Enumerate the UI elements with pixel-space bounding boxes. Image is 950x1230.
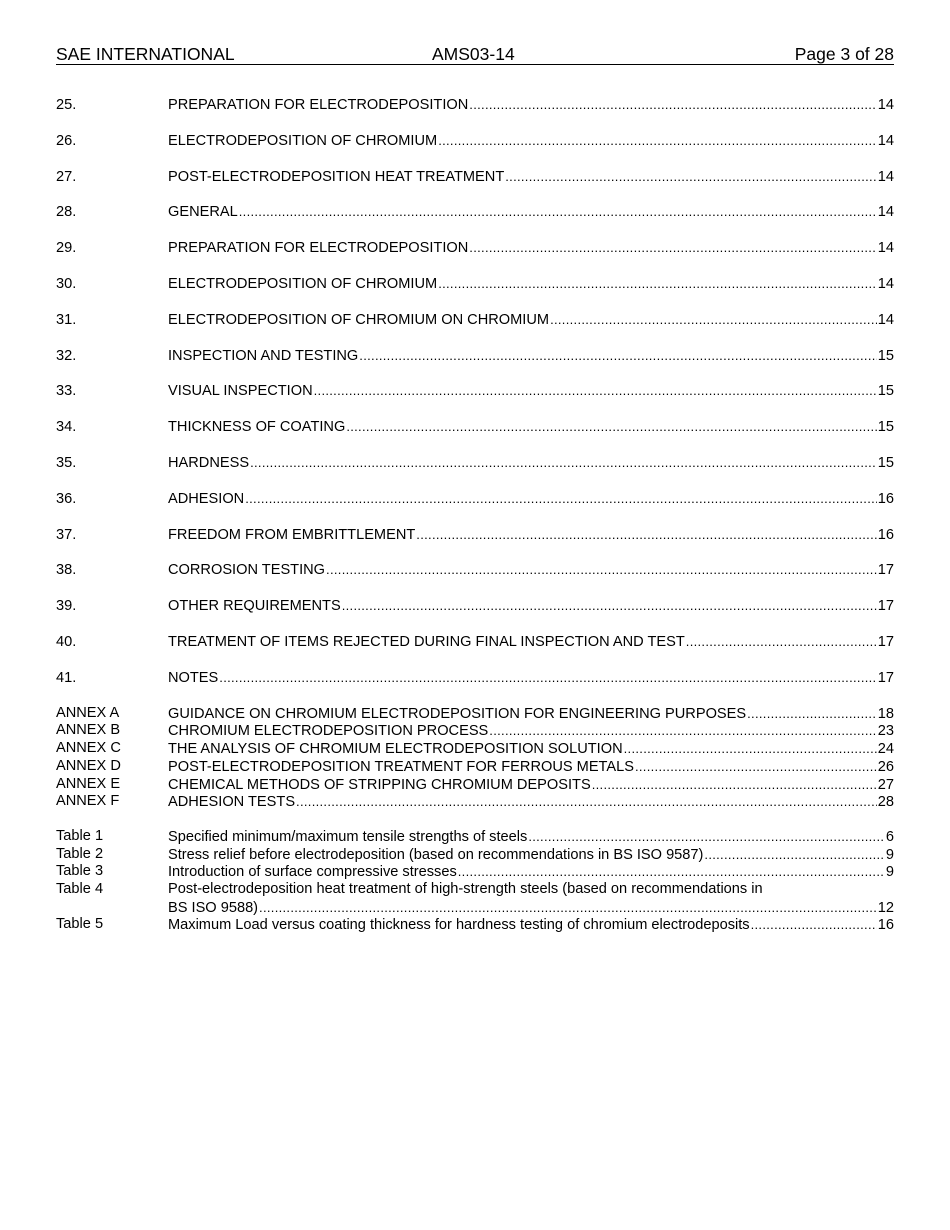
toc-entry-title: HARDNESS: [168, 454, 250, 471]
header-organization: SAE INTERNATIONAL: [56, 44, 235, 64]
toc-entry-page: 14: [877, 168, 894, 185]
toc-entry-title: ADHESION TESTS: [168, 794, 296, 811]
toc-entry-title: ELECTRODEPOSITION OF CHROMIUM: [168, 132, 438, 149]
toc-table-2[interactable]: [56, 846, 894, 864]
toc-entry-page: 17: [877, 669, 894, 686]
toc-entry-number: Table 3: [56, 863, 104, 880]
toc-entry-number: 31.: [56, 311, 77, 328]
toc-entry-number: Table 4: [56, 880, 104, 897]
toc-annex-a[interactable]: [56, 705, 894, 723]
toc-entry-page: 15: [877, 383, 894, 400]
toc-entry-36[interactable]: [56, 489, 894, 525]
dot-leader: [528, 828, 885, 846]
dot-leader: [245, 489, 877, 509]
dot-leader: [704, 846, 884, 864]
toc-entry-title: GENERAL: [168, 204, 238, 221]
toc-annex-f[interactable]: [56, 793, 894, 811]
toc-entry-title: THE ANALYSIS OF CHROMIUM ELECTRODEPOSITION SOLUTION: [168, 741, 623, 758]
toc-entry-page: 9: [885, 864, 894, 881]
toc-entry-page: 14: [877, 132, 894, 149]
toc-entry-number: ANNEX F: [56, 793, 120, 810]
header-document-id: AMS03-14: [432, 44, 515, 64]
toc-table-1[interactable]: [56, 828, 894, 846]
toc-entry-30[interactable]: [56, 274, 894, 310]
dot-leader: [250, 453, 877, 473]
toc-entry-title: POST-ELECTRODEPOSITION TREATMENT FOR FERROUS METALS: [168, 758, 634, 775]
toc-entry-page: 26: [877, 758, 894, 775]
toc-entry-page: 15: [877, 419, 894, 436]
dot-leader: [359, 346, 876, 366]
toc-entry-number: 32.: [56, 347, 77, 364]
toc-table-3[interactable]: [56, 863, 894, 881]
toc-entry-page: 12: [877, 899, 894, 916]
toc-entry-number: 30.: [56, 275, 77, 292]
toc-entry-page: 14: [877, 240, 894, 257]
toc-entry-number: 28.: [56, 204, 77, 221]
toc-entry-41[interactable]: [56, 668, 894, 688]
toc-entry-39[interactable]: [56, 596, 894, 632]
toc-entry-title: INSPECTION AND TESTING: [168, 347, 359, 364]
toc-entry-title: PREPARATION FOR ELECTRODEPOSITION: [168, 97, 469, 113]
toc-entry-number: 26.: [56, 132, 77, 149]
toc-entry-title: VISUAL INSPECTION: [168, 383, 313, 400]
dot-leader: [314, 381, 877, 401]
toc-annex-d[interactable]: [56, 758, 894, 776]
toc-entry-28[interactable]: [56, 202, 894, 238]
toc-annex-e[interactable]: [56, 776, 894, 794]
toc-entry-number: ANNEX C: [56, 740, 121, 757]
toc-entry-page: 16: [877, 490, 894, 507]
dot-leader: [624, 740, 877, 758]
dot-leader: [346, 417, 876, 437]
toc-entry-page: 16: [877, 526, 894, 543]
toc-entry-title: Maximum Load versus coating thickness for hardness testing of chromium electrodeposits: [168, 917, 750, 934]
toc-entry-page: 14: [877, 97, 894, 113]
toc-entry-number: 37.: [56, 526, 77, 543]
toc-entry-40[interactable]: [56, 632, 894, 668]
toc-entry-page: 14: [877, 311, 894, 328]
dot-leader: [469, 95, 876, 115]
toc-entry-page: 15: [877, 347, 894, 364]
toc-entry-title: ELECTRODEPOSITION OF CHROMIUM ON CHROMIUM: [168, 311, 550, 328]
dot-leader: [747, 705, 877, 723]
toc-entry-33[interactable]: [56, 381, 894, 417]
toc-entry-number: 25.: [56, 97, 77, 113]
toc-entry-number: ANNEX D: [56, 757, 121, 774]
toc-entry-number: 41.: [56, 669, 77, 686]
toc-entry-title: OTHER REQUIREMENTS: [168, 598, 341, 615]
toc-entry-page: 9: [885, 846, 894, 863]
toc-entry-number: 33.: [56, 383, 77, 400]
toc-entry-page: 17: [877, 562, 894, 579]
toc-entry-title: THICKNESS OF COATING: [168, 419, 346, 436]
dot-leader: [751, 916, 877, 934]
dot-leader: [469, 238, 876, 258]
toc-annex-b[interactable]: [56, 722, 894, 740]
page-header: [56, 44, 894, 65]
toc-entry-page: 6: [885, 828, 894, 845]
toc-entry-page: 28: [877, 794, 894, 811]
dot-leader: [438, 274, 877, 294]
toc-entry-number: 39.: [56, 598, 77, 615]
dot-leader: [239, 202, 877, 222]
toc-entry-27[interactable]: [56, 167, 894, 203]
toc-entry-page: 17: [877, 598, 894, 615]
dot-leader: [438, 131, 877, 151]
toc-entry-title: ELECTRODEPOSITION OF CHROMIUM: [168, 275, 438, 292]
toc-entry-number: 29.: [56, 240, 77, 257]
toc-entry-35[interactable]: [56, 453, 894, 489]
toc-entry-page: 23: [877, 723, 894, 740]
toc-entry-page: 14: [877, 275, 894, 292]
toc-entry-page: 18: [877, 705, 894, 722]
dot-leader: [458, 863, 885, 881]
toc-entry-page: 17: [877, 633, 894, 650]
toc-entry-32[interactable]: [56, 346, 894, 382]
toc-entry-number: ANNEX B: [56, 722, 121, 739]
toc-entry-title: CORROSION TESTING: [168, 562, 326, 579]
toc-entry-title: Specified minimum/maximum tensile strengths of steels: [168, 828, 528, 845]
toc-entry-page: 14: [877, 204, 894, 221]
toc-entry-page: 15: [877, 454, 894, 471]
toc-entry-title: CHROMIUM ELECTRODEPOSITION PROCESS: [168, 723, 489, 740]
toc-entry-37[interactable]: [56, 525, 894, 561]
toc-entry-page: 27: [877, 776, 894, 793]
dot-leader: [259, 899, 877, 917]
dot-leader: [296, 793, 877, 811]
dot-leader: [342, 596, 877, 616]
toc-entry-page: 16: [877, 917, 894, 934]
toc-entry-number: 36.: [56, 490, 77, 507]
dot-leader: [635, 758, 877, 776]
table-of-contents: [56, 95, 894, 934]
dot-leader: [550, 310, 877, 330]
toc-entry-31[interactable]: [56, 310, 894, 346]
dot-leader: [686, 632, 877, 652]
toc-entry-29[interactable]: [56, 238, 894, 274]
toc-entry-title: POST-ELECTRODEPOSITION HEAT TREATMENT: [168, 168, 505, 185]
toc-entry-title: ADHESION: [168, 490, 245, 507]
toc-entry-number: Table 2: [56, 845, 104, 862]
dot-leader: [505, 167, 877, 187]
toc-entry-26[interactable]: [56, 131, 894, 167]
toc-entry-title: Stress relief before electrodeposition (based on recommendations in BS ISO 9587): [168, 846, 704, 863]
dot-leader: [489, 722, 876, 740]
toc-entry-title: TREATMENT OF ITEMS REJECTED DURING FINAL INSPECTION AND TEST: [168, 633, 685, 650]
dot-leader: [326, 560, 877, 580]
toc-entry-number: ANNEX E: [56, 775, 121, 792]
dot-leader: [592, 776, 877, 794]
toc-entry-number: 40.: [56, 633, 77, 650]
toc-entry-number: Table 1: [56, 827, 104, 844]
toc-entry-page: 24: [877, 741, 894, 758]
toc-entry-title: FREEDOM FROM EMBRITTLEMENT: [168, 526, 416, 543]
toc-entry-title: Introduction of surface compressive stresses: [168, 864, 457, 881]
toc-entry-title: NOTES: [168, 669, 219, 686]
toc-entry-title: GUIDANCE ON CHROMIUM ELECTRODEPOSITION FOR ENGINEERING PURPOSES: [168, 705, 747, 722]
toc-entry-number: ANNEX A: [56, 704, 120, 721]
toc-entry-number: Table 5: [56, 916, 104, 933]
toc-entry-number: 34.: [56, 419, 77, 436]
toc-entry-number: 35.: [56, 454, 77, 471]
toc-entry-title: CHEMICAL METHODS OF STRIPPING CHROMIUM DEPOSITS: [168, 776, 591, 793]
toc-entry-title: PREPARATION FOR ELECTRODEPOSITION: [168, 240, 469, 257]
toc-entry-number: 27.: [56, 168, 77, 185]
toc-table-5[interactable]: [56, 916, 894, 934]
dot-leader: [219, 668, 876, 688]
dot-leader: [416, 525, 876, 545]
toc-entry-title-line2: BS ISO 9588): [168, 899, 259, 916]
toc-entry-number: 38.: [56, 562, 77, 579]
toc-entry-25[interactable]: [56, 95, 894, 131]
header-page-number: Page 3 of 28: [794, 44, 894, 64]
toc-entry-38[interactable]: [56, 560, 894, 596]
toc-entry-34[interactable]: [56, 417, 894, 453]
toc-table-4[interactable]: [56, 881, 894, 916]
toc-annex-c[interactable]: [56, 740, 894, 758]
toc-entry-title-line1: Post-electrodeposition heat treatment of high-strength steels (based on recommendations in: [168, 880, 763, 897]
